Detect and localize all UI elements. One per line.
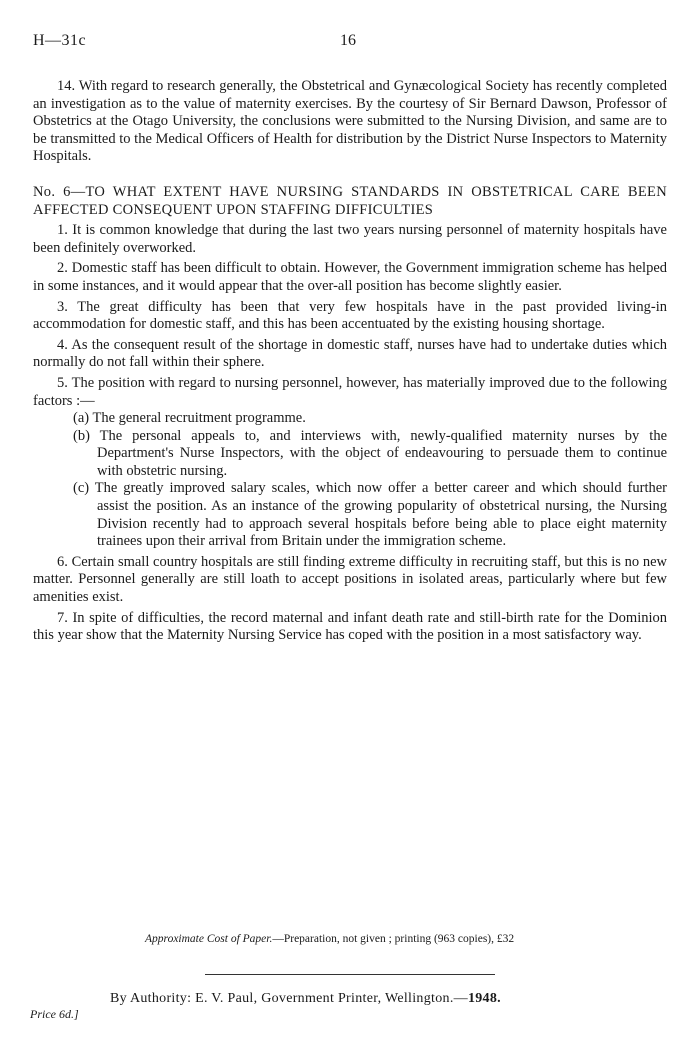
authority-year: 1948. — [467, 991, 501, 1006]
price-note: Price 6d.] — [30, 1007, 79, 1021]
cost-of-paper-note — [145, 933, 514, 945]
paragraph-7: 7. In spite of difficulties, the record maternal and infant death rate and still-birth rate for the Dominion this year show that the Maternity Nursing Service has coped with the position in a most satisfactory way. — [33, 609, 667, 644]
paragraph-3: 3. The great difficulty has been that very few hospitals have in the past provided living-in accommodation for domestic staff, and this has been accentuated by the existing housing shortage. — [33, 298, 667, 333]
list-item-c: (c) The greatly improved salary scales, which now offer a better career and which should further assist the position. As an instance of the growing popularity of obstetrical nursing, the Nursing Division recently had to approach several hospitals before being able to place eight maternity trainees upon their arrival from Britain under the immigration scheme. — [73, 480, 667, 550]
paragraph-14: 14. With regard to research generally, the Obstetrical and Gynæcological Society has recently completed an investigation as to the value of maternity exercises. By the courtesy of Sir Bernard Dawson, Professor of Obstetrics at the Otago University, the conclusions were submitted to the Nursing Division, and same are to be transmitted to the Medical Officers of Health for distribution by the District Nurse Inspectors to Maternity Hospitals. — [33, 78, 667, 165]
paragraph-4: 4. As the consequent result of the shortage in domestic staff, nurses have had to undertake duties which normally do not fall within their sphere. — [33, 336, 667, 371]
footer-divider — [205, 974, 495, 975]
section-heading: No. 6—TO WHAT EXTENT HAVE NURSING STANDARDS IN OBSTETRICAL CARE BEEN AFFECTED CONSEQUENT UPON STAFFING DIFFICULTIES — [33, 183, 667, 218]
paragraph-5: 5. The position with regard to nursing personnel, however, has materially improved due to the following factors :— — [33, 374, 667, 409]
paragraph-2: 2. Domestic staff has been difficult to obtain. However, the Government immigration scheme has helped in some instances, and it would appear that the over-all position has become slightly easier. — [33, 260, 667, 294]
list-item-a: (a) The general recruitment programme. — [73, 410, 306, 427]
cost-label: Approximate Cost of Paper. — [145, 933, 273, 945]
page-number: 16 — [340, 32, 356, 49]
report-reference: H—31c — [33, 32, 87, 49]
list-item-b: (b) The personal appeals to, and interviews with, newly-qualified maternity nurses by the Department's Nurse Inspectors, with the object of endeavouring to persuade them to continue with obstetric nursing. — [73, 427, 667, 479]
paragraph-6: 6. Certain small country hospitals are still finding extreme difficulty in recruiting staff, but this is no new matter. Personnel generally are still loath to accept positions in isolated areas, particularly where but few amenities exist. — [33, 553, 667, 606]
document-body — [33, 78, 667, 645]
paragraph-1: 1. It is common knowledge that during the last two years nursing personnel of maternity hospitals have been definitely overworked. — [33, 222, 667, 256]
printer-authority — [110, 991, 501, 1007]
cost-text: —Preparation, not given ; printing (963 copies), £32 — [272, 933, 515, 945]
authority-text: By Authority: E. V. Paul, Government Printer, Wellington.— — [110, 991, 468, 1006]
